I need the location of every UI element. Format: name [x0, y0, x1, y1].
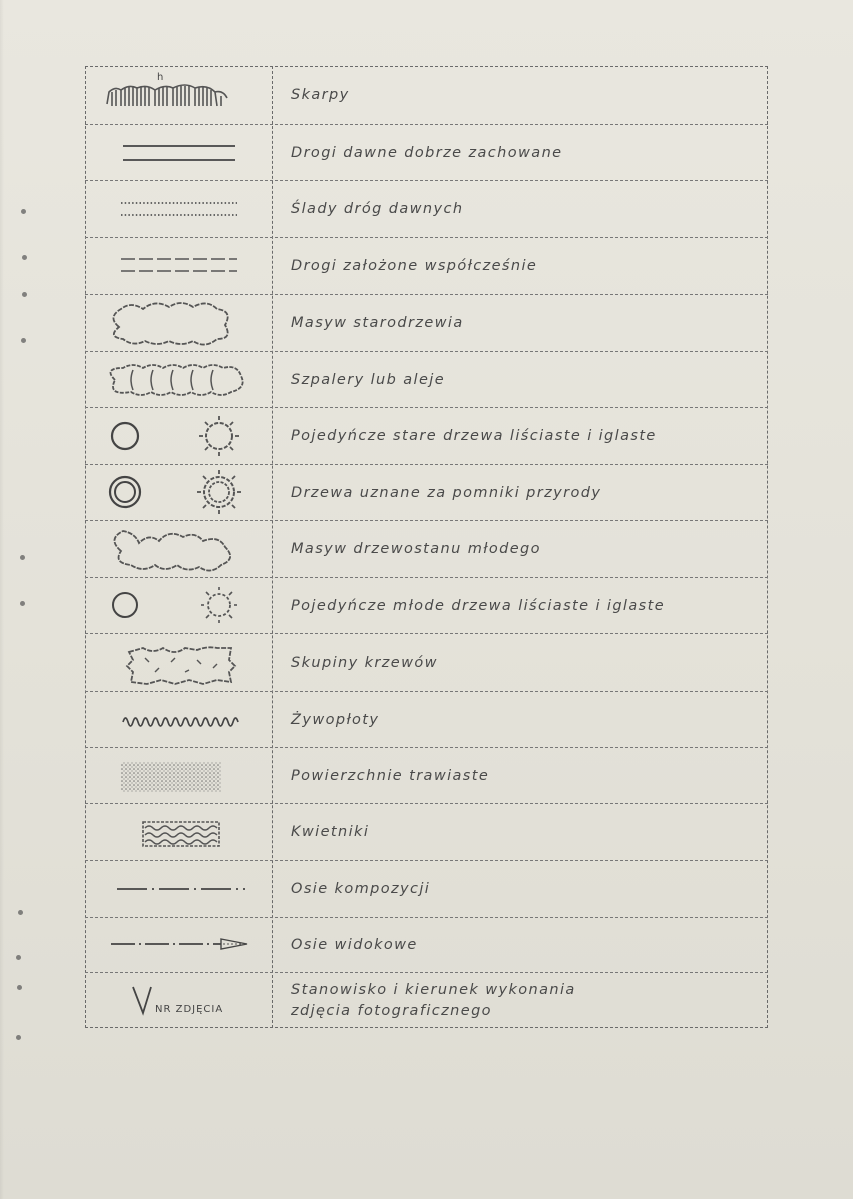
binder-hole: [22, 255, 27, 260]
legend-row-drzewostan-mlody: [85, 521, 768, 578]
skarpy-mark: h: [157, 72, 164, 83]
legend-row-drogi-wspolczesne: [85, 238, 768, 295]
label-pojedyncze-stare: Pojedyńcze stare drzewa liściaste i iglaste: [291, 428, 657, 444]
label-stanowisko-line2: zdjęcia fotograficznego: [291, 1002, 492, 1019]
legend-row-kwietniki: [85, 804, 768, 861]
old-tree-mass-symbol: [85, 295, 272, 351]
double-dashed-line-symbol: [85, 238, 272, 294]
hedge-wavy-line-symbol: [85, 692, 272, 747]
label-stanowisko-foto: [291, 973, 576, 1028]
label-trawniki: Powierzchnie trawiaste: [291, 767, 490, 784]
legend-row-slady-drog: [85, 181, 768, 238]
label-drzewostan-mlody: Masyw drzewostanu młodego: [291, 541, 541, 557]
binder-hole: [17, 985, 22, 990]
photo-station-symbol: [85, 973, 272, 1028]
single-old-trees-symbol: [85, 408, 272, 464]
double-dotted-line-symbol: [85, 181, 272, 237]
legend-row-stanowisko-foto: [85, 973, 768, 1028]
legend-row-trawniki: [85, 748, 768, 804]
binder-hole: [22, 292, 27, 297]
binder-hole: [21, 338, 26, 343]
label-pojedyncze-mlode: Pojedyńcze młode drzewa liściaste i iglaste: [291, 597, 666, 614]
binder-hole: [16, 955, 21, 960]
label-szpalery: Szpalery lub aleje: [291, 371, 446, 388]
tree-rows-symbol: [85, 352, 272, 407]
label-krzewy: Skupiny krzewów: [291, 654, 438, 671]
binder-hole: [16, 1035, 21, 1040]
legend-row-osie-kompozycji: [85, 861, 768, 918]
page-edge-shadow: [0, 0, 4, 1199]
label-stanowisko-line1: Stanowisko i kierunek wykonania: [291, 981, 576, 998]
label-osie-kompozycji: Osie kompozycji: [291, 881, 431, 897]
flowerbeds-symbol: [85, 804, 272, 860]
skarpy-symbol: [85, 66, 272, 124]
photo-number-label: NR ZDJĘCIA: [155, 1004, 224, 1015]
grass-dots-symbol: [85, 748, 272, 803]
label-osie-widokowe: Osie widokowe: [291, 937, 418, 953]
label-zywoploty: Żywopłoty: [291, 711, 380, 728]
monument-trees-symbol: [85, 465, 272, 520]
label-slady-drog: Ślady dróg dawnych: [291, 201, 464, 217]
binder-hole: [20, 555, 25, 560]
legend-row-pojedyncze-stare: [85, 408, 768, 465]
legend-row-zywoploty: [85, 692, 768, 748]
legend-row-osie-widokowe: [85, 918, 768, 973]
legend-row-drogi-dawne: [85, 125, 768, 181]
label-skarpy: Skarpy: [291, 87, 350, 103]
single-young-trees-symbol: [85, 578, 272, 633]
shrub-groups-symbol: [85, 634, 272, 691]
legend-row-krzewy: [85, 634, 768, 692]
arrow-line-symbol: [85, 918, 272, 972]
label-masyw-starodrzewia: Masyw starodrzewia: [291, 315, 464, 331]
double-solid-line-symbol: [85, 125, 272, 180]
legend-row-pojedyncze-mlode: [85, 578, 768, 634]
legend-row-masyw-starodrzewia: [85, 295, 768, 352]
legend-row-skarpy: [85, 66, 768, 125]
label-drogi-dawne: Drogi dawne dobrze zachowane: [291, 144, 563, 161]
legend-row-szpalery: [85, 352, 768, 408]
binder-hole: [20, 601, 25, 606]
binder-hole: [18, 910, 23, 915]
label-kwietniki: Kwietniki: [291, 824, 370, 840]
label-drogi-wspolczesne: Drogi założone współcześnie: [291, 258, 538, 274]
legend-row-pomniki-przyrody: [85, 465, 768, 521]
young-tree-mass-symbol: [85, 521, 272, 577]
label-pomniki-przyrody: Drzewa uznane za pomniki przyrody: [291, 484, 602, 501]
dash-dot-line-symbol: [85, 861, 272, 917]
binder-hole: [21, 209, 26, 214]
